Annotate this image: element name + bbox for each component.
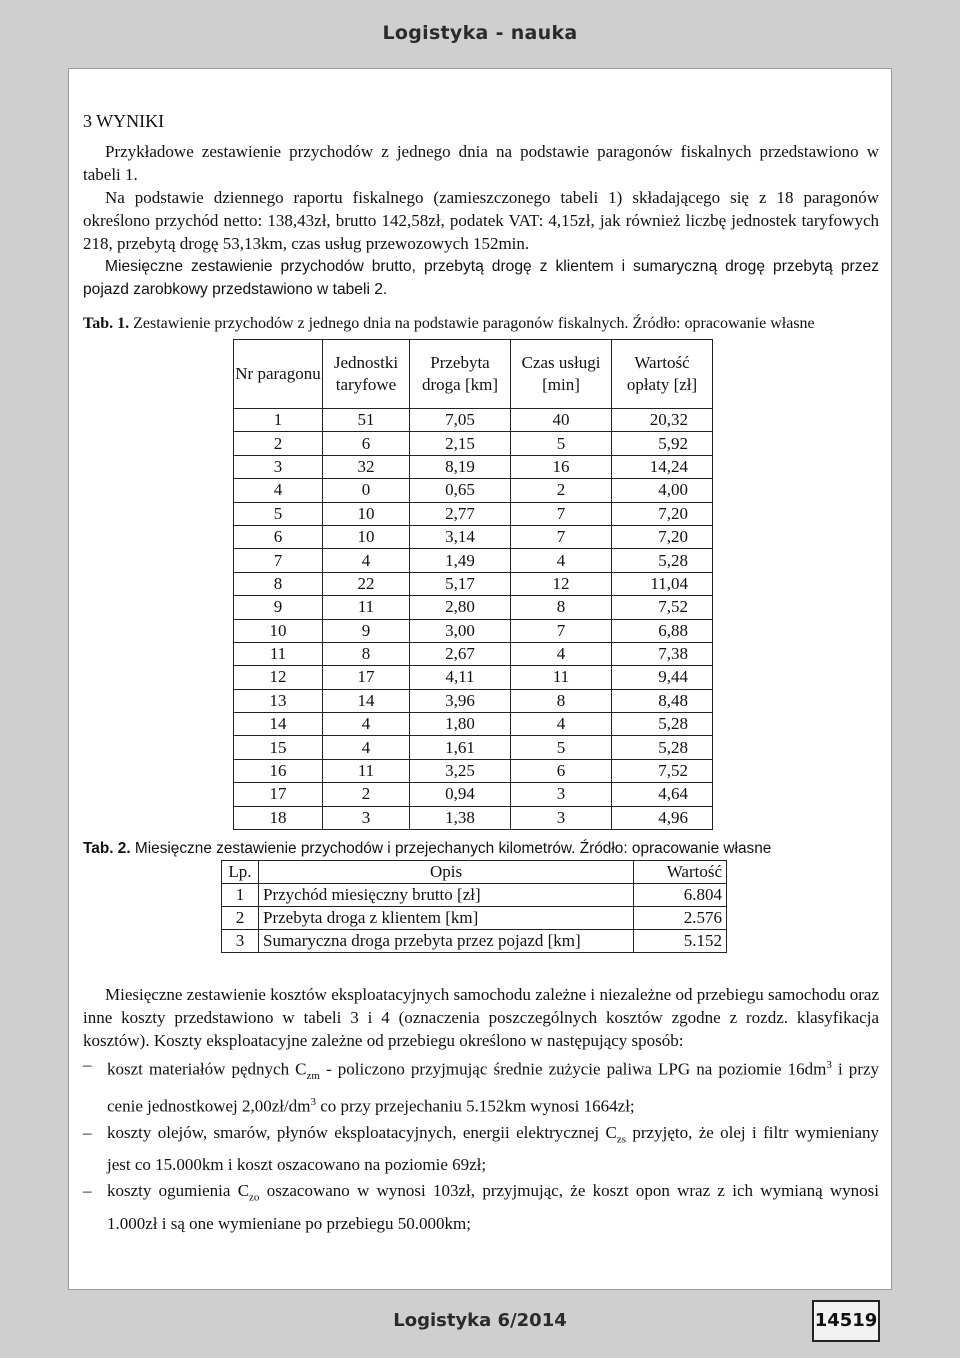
- table-row: [222, 907, 727, 930]
- table-cell: 3: [234, 455, 323, 478]
- table-cell: 2,67: [410, 642, 511, 665]
- table-cell: 0,94: [410, 783, 511, 806]
- bullet-subscript: zm: [306, 1070, 320, 1083]
- paragraph-fiscal-report: Na podstawie dziennego raportu fiskalnego (zamieszczonego tabeli 1) składającego się z 18 paragonów określono przychód netto: 138,43zł, brutto 142,58zł, podatek VAT: 4,15zł, jak również liczbę jednostek taryfowych 218, przebytą drogę 53,13km, czas usług przewozowych 152min.: [83, 188, 879, 253]
- table2-caption: [83, 838, 879, 860]
- table-cell: 7: [511, 525, 612, 548]
- table2-caption-text: Miesięczne zestawienie przychodów i przejechanych kilometrów. Źródło: opracowanie własne: [134, 840, 772, 858]
- bullet-fuel-cost: [83, 1052, 879, 1120]
- table-cell: 10: [234, 619, 323, 642]
- table-cell: 32: [323, 455, 410, 478]
- table-cell: 2: [234, 432, 323, 455]
- article-content: [83, 111, 879, 1237]
- table-cell: 11: [323, 596, 410, 619]
- monthly-summary-table-body: [222, 884, 727, 953]
- table1-caption: [83, 313, 879, 335]
- table-header-row: [234, 340, 713, 409]
- table-cell: 7,05: [410, 409, 511, 432]
- table-row: [234, 525, 713, 548]
- table-cell: 8: [234, 572, 323, 595]
- table-cell: 1: [222, 884, 259, 907]
- table-row: [222, 884, 727, 907]
- table-cell: 8: [511, 596, 612, 619]
- table-row: [234, 455, 713, 478]
- table-row: [234, 736, 713, 759]
- table-cell: 9,44: [612, 666, 713, 689]
- table-cell: 3,96: [410, 689, 511, 712]
- table-cell: 40: [511, 409, 612, 432]
- table-row: [234, 713, 713, 736]
- table-cell: Sumaryczna droga przebyta przez pojazd [km]: [259, 930, 634, 953]
- table-row: [234, 479, 713, 502]
- table-cell: 3: [511, 783, 612, 806]
- table-cell: 51: [323, 409, 410, 432]
- table-cell: 3,14: [410, 525, 511, 548]
- table-cell: 2,77: [410, 502, 511, 525]
- table-cell: 6: [323, 432, 410, 455]
- table2-label: Tab. 2.: [83, 840, 131, 858]
- table-cell: Przychód miesięczny brutto [zł]: [259, 884, 634, 907]
- table-cell: 3: [222, 930, 259, 953]
- table-cell: 1,80: [410, 713, 511, 736]
- table-cell: 8: [323, 642, 410, 665]
- table-cell: 14: [323, 689, 410, 712]
- table-cell: 5,28: [612, 713, 713, 736]
- table-cell: 5,17: [410, 572, 511, 595]
- col-header-tariff-units: Jednostki taryfowe: [323, 340, 410, 409]
- table-cell: 12: [511, 572, 612, 595]
- bullet-superscript: 3: [826, 1059, 832, 1072]
- table-cell: 16: [234, 759, 323, 782]
- table-cell: 8,48: [612, 689, 713, 712]
- table-cell: 4: [234, 479, 323, 502]
- bullet-text: koszty olejów, smarów, płynów eksploatacyjnych, energii elektrycznej C: [107, 1122, 617, 1142]
- table-row: [234, 432, 713, 455]
- table-cell: 10: [323, 502, 410, 525]
- table-cell: 5.152: [634, 930, 727, 953]
- table-cell: 0,65: [410, 479, 511, 502]
- col-header-receipt-no: Nr paragonu: [234, 340, 323, 409]
- table-row: [234, 596, 713, 619]
- paragraph-costs: Miesięczne zestawienie kosztów eksploatacyjnych samochodu zależne i niezależne od przebiegu samochodu oraz inne koszty przedstawiono w tabeli 3 i 4 (oznaczenia poszczególnych kosztów zgodne z rozdz. klasyfikacja kosztów). Koszty eksploatacyjne zależne od przebiegu określono w następujący sposób:: [83, 985, 879, 1051]
- table-cell: 3,25: [410, 759, 511, 782]
- bullet-text: - policzono przyjmując średnie zużycie paliwa LPG na poziomie 16dm: [319, 1059, 827, 1079]
- bullet-text: co przy przejechaniu 5.152km wynosi 1664zł;: [315, 1096, 635, 1116]
- table-cell: 2,80: [410, 596, 511, 619]
- table-cell: 2: [323, 783, 410, 806]
- col-header-lp: Lp.: [222, 861, 259, 884]
- table-cell: 13: [234, 689, 323, 712]
- table-cell: 4: [511, 549, 612, 572]
- paragraph-monthly-summary: Miesięczne zestawienie przychodów brutto, przebytą drogę z klientem i sumaryczną drogę przebytą przez pojazd zarobkowy przedstawiono w tabeli 2.: [83, 258, 879, 298]
- table-cell: 7,20: [612, 502, 713, 525]
- table-cell: 9: [234, 596, 323, 619]
- table-cell: 7,52: [612, 759, 713, 782]
- table-cell: 5,28: [612, 736, 713, 759]
- table-cell: 1: [234, 409, 323, 432]
- table-cell: 7,52: [612, 596, 713, 619]
- table-cell: 4: [323, 549, 410, 572]
- bullet-subscript: zo: [249, 1191, 260, 1204]
- bullet-dash: –: [83, 1122, 92, 1142]
- table-cell: 4,64: [612, 783, 713, 806]
- table-cell: 14,24: [612, 455, 713, 478]
- table-cell: 5,28: [612, 549, 713, 572]
- table-cell: 2: [511, 479, 612, 502]
- table-cell: 5: [511, 736, 612, 759]
- table-row: [234, 759, 713, 782]
- table-cell: 2,15: [410, 432, 511, 455]
- table-cell: 4: [511, 713, 612, 736]
- bullet-text: koszty ogumienia C: [107, 1181, 250, 1201]
- table-cell: 8,19: [410, 455, 511, 478]
- bullet-oil-cost: [83, 1120, 879, 1178]
- table-cell: 7: [511, 619, 612, 642]
- table-cell: 15: [234, 736, 323, 759]
- table-cell: 6: [234, 525, 323, 548]
- paragraph-intro: Przykładowe zestawienie przychodów z jednego dnia na podstawie paragonów fiskalnych przedstawiono w tabeli 1.: [83, 142, 879, 184]
- table-row: [234, 806, 713, 829]
- table-cell: 11: [234, 642, 323, 665]
- table1-caption-text: Zestawienie przychodów z jednego dnia na podstawie paragonów fiskalnych. Źródło: opracowanie własne: [133, 315, 815, 332]
- table-cell: 7: [234, 549, 323, 572]
- bullet-text: koszt materiałów pędnych C: [107, 1059, 307, 1079]
- table-cell: 12: [234, 666, 323, 689]
- table-cell: 4: [323, 736, 410, 759]
- col-header-value: Wartość: [634, 861, 727, 884]
- table-cell: 11,04: [612, 572, 713, 595]
- table-row: [234, 666, 713, 689]
- bullet-tyre-cost: [83, 1178, 879, 1236]
- table-row: [234, 549, 713, 572]
- monthly-summary-table: [221, 860, 727, 953]
- table-cell: 20,32: [612, 409, 713, 432]
- table-cell: 22: [323, 572, 410, 595]
- table-cell: 3,00: [410, 619, 511, 642]
- table-row: [222, 930, 727, 953]
- table-cell: 0: [323, 479, 410, 502]
- bullet-dash: –: [83, 1181, 92, 1201]
- journal-footer: Logistyka 6/2014: [393, 1310, 567, 1331]
- article-page: [68, 68, 892, 1290]
- bullet-text: i przy cenie jednostkowej 2,00zł/dm: [107, 1059, 879, 1116]
- table1-label: Tab. 1.: [83, 315, 130, 332]
- table-cell: 3: [511, 806, 612, 829]
- table-cell: 9: [323, 619, 410, 642]
- section-heading: 3 WYNIKI: [83, 111, 165, 131]
- table-cell: 17: [234, 783, 323, 806]
- table-cell: 11: [323, 759, 410, 782]
- col-header-service-time: Czas usługi [min]: [511, 340, 612, 409]
- table-row: [234, 572, 713, 595]
- table-cell: 2.576: [634, 907, 727, 930]
- table-row: [234, 689, 713, 712]
- running-header: Logistyka - nauka: [382, 22, 578, 44]
- table-cell: 16: [511, 455, 612, 478]
- table-cell: 6: [511, 759, 612, 782]
- table-header-row: [222, 861, 727, 884]
- table-cell: 4,11: [410, 666, 511, 689]
- receipts-table: [233, 339, 713, 830]
- table-row: [234, 619, 713, 642]
- table-cell: 5,92: [612, 432, 713, 455]
- table-cell: 5: [234, 502, 323, 525]
- col-header-distance: Przebyta droga [km]: [410, 340, 511, 409]
- table-cell: 10: [323, 525, 410, 548]
- table-cell: 4,96: [612, 806, 713, 829]
- table-cell: 2: [222, 907, 259, 930]
- table-row: [234, 783, 713, 806]
- table-cell: 4: [323, 713, 410, 736]
- table-cell: 5: [511, 432, 612, 455]
- table-row: [234, 502, 713, 525]
- bullet-dash: –: [83, 1055, 92, 1075]
- bullet-text: oszacowano w wynosi 103zł, przyjmując, że koszt opon wraz z ich wymianą wynosi 1.000zł i są one wymieniane po przebiegu 50.000km;: [107, 1181, 880, 1233]
- table-cell: 4,00: [612, 479, 713, 502]
- bullet-superscript: 3: [310, 1096, 316, 1109]
- table-cell: 7: [511, 502, 612, 525]
- table-cell: 1,49: [410, 549, 511, 572]
- table-row: [234, 642, 713, 665]
- receipts-table-body: [234, 409, 713, 830]
- col-header-description: Opis: [259, 861, 634, 884]
- table-cell: 17: [323, 666, 410, 689]
- table-cell: Przebyta droga z klientem [km]: [259, 907, 634, 930]
- table-cell: 14: [234, 713, 323, 736]
- bullet-subscript: zs: [616, 1133, 627, 1146]
- table-cell: 6.804: [634, 884, 727, 907]
- table-cell: 3: [323, 806, 410, 829]
- table-cell: 6,88: [612, 619, 713, 642]
- page-number: 14519: [812, 1300, 880, 1342]
- table-row: [234, 409, 713, 432]
- bullet-text: przyjęto, że olej i filtr wymieniany jest co 15.000km i koszt oszacowano na poziomie 69zł;: [107, 1122, 879, 1175]
- table-cell: 7,38: [612, 642, 713, 665]
- table-cell: 1,38: [410, 806, 511, 829]
- table-cell: 18: [234, 806, 323, 829]
- table-cell: 11: [511, 666, 612, 689]
- table-cell: 4: [511, 642, 612, 665]
- col-header-fee-value: Wartość opłaty [zł]: [612, 340, 713, 409]
- table-cell: 1,61: [410, 736, 511, 759]
- table-cell: 8: [511, 689, 612, 712]
- table-cell: 7,20: [612, 525, 713, 548]
